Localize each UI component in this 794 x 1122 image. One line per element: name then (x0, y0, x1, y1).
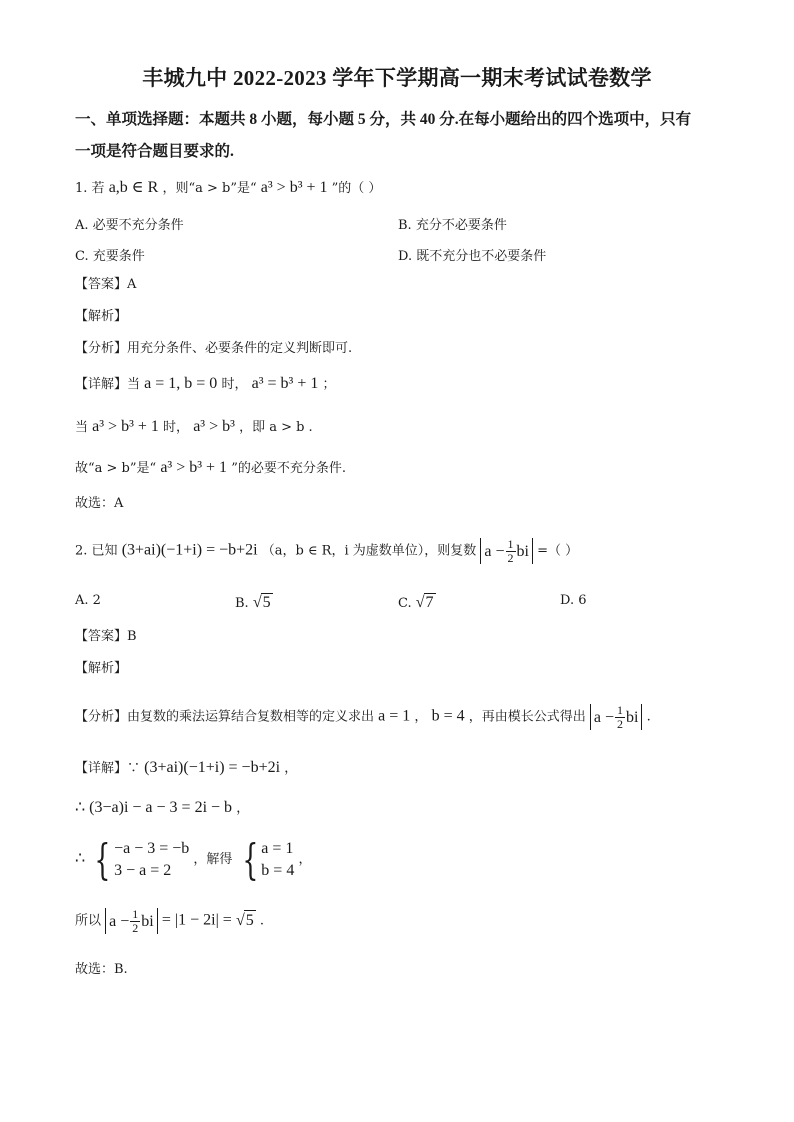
system-of-equations: { −a − 3 = −b 3 − a = 2 (94, 834, 190, 884)
analysis-a-value: a = 1 (378, 707, 411, 725)
question-1-mid: ，则“a > b”是“ (162, 181, 257, 196)
question-1-analysis: 【分析】用充分条件、必要条件的定义判断即可. (75, 341, 353, 356)
question-2-note: （a，b ∈ R，i 为虚数单位），则复数 (261, 543, 477, 559)
question-1-option-b: B. 充分不必要条件 (398, 218, 507, 233)
question-1-option-d: D. 既不充分也不必要条件 (398, 249, 547, 264)
result-modulus: a − $\frac{1}{2}$ bi (105, 908, 158, 934)
question-2-answer: 【答案】B (75, 629, 137, 644)
question-1-option-c: C. 充要条件 (75, 249, 145, 264)
analysis-modulus: a − $\frac{1}{2}$ bi (590, 704, 643, 730)
modulus-right: bi (516, 542, 529, 560)
option-c-radicand: 7 (425, 594, 434, 611)
fraction-half (506, 538, 516, 564)
question-1-expression: a³ > b³ + 1 (260, 179, 328, 196)
analysis-end: . (646, 709, 651, 725)
question-2-number: 2. 已知 (75, 543, 118, 559)
option-b-label: B. (235, 596, 249, 611)
result-equation: = |1 − 2i| = (161, 911, 232, 929)
detail-2-result: a³ > b³ (193, 418, 235, 435)
detail-1-end: ； (322, 377, 336, 392)
detail-2-equation: ∴ (3−a)i − a − 3 = 2i − b (75, 799, 233, 816)
result-radicand: 5 (245, 911, 254, 929)
question-2-stem (75, 538, 578, 564)
question-1-detail-3 (75, 458, 346, 477)
question-2-modulus (480, 538, 533, 564)
analysis-b-value: b = 4 (431, 707, 465, 725)
detail-3-end: ”的必要不充分条件. (231, 461, 346, 476)
question-1-detail-2 (75, 417, 313, 436)
question-2-option-d: D. 6 (560, 593, 587, 608)
detail-3-expression: a³ > b³ + 1 (160, 459, 228, 476)
modulus-left: a − (484, 542, 505, 560)
question-1-tail: ”的（ ） (331, 181, 382, 196)
detail-label: 【详解】∵ (75, 761, 141, 776)
fraction-denominator: 2 (507, 550, 514, 565)
question-1-answer: 【答案】A (75, 277, 137, 292)
detail-3-pre: 故“a > b”是“ (75, 461, 157, 476)
section-heading-line-2: 一项是符合题目要求的. (75, 143, 234, 160)
detail-2-pre: 当 (75, 420, 89, 435)
question-2-choice: 故选：B. (75, 962, 128, 977)
option-b-radicand: 5 (262, 594, 271, 611)
system-solution: { a = 1 b = 4 (241, 834, 295, 884)
solution-row-2: b = 4 (261, 861, 295, 879)
option-c-label: C. (398, 596, 412, 611)
question-2-detail-4: 所以 a − $\frac{1}{2}$ bi = |1 − 2i| = √5 . (75, 907, 264, 935)
question-2-analysis-heading: 【解析】 (75, 661, 128, 676)
question-2-end: =（ ） (537, 543, 579, 559)
detail-1-mid: 时， (221, 377, 248, 392)
question-2-option-c: C. √7 (398, 594, 434, 611)
page-title: 丰城九中 2022-2023 学年下学期高一期末考试试卷数学 (142, 66, 652, 90)
question-1-detail-1 (75, 374, 336, 393)
question-2-detail-2: ∴ (3−a)i − a − 3 = 2i − b ， (75, 799, 250, 816)
question-1-analysis-heading: 【解析】 (75, 309, 128, 324)
detail-1-condition: a = 1, b = 0 (144, 375, 218, 392)
analysis-pre: 【分析】由复数的乘法运算结合复数相等的定义求出 (75, 709, 375, 725)
question-2-detail-3: ∴ { −a − 3 = −b 3 − a = 2 ，解得 { a = 1 b = 4 ， (75, 834, 312, 884)
question-1-number: 1. 若 (75, 181, 105, 196)
question-2-option-a: A. 2 (75, 593, 101, 608)
detail-2-end: ，即 a > b . (239, 420, 313, 435)
detail-2-mid: 时， (163, 420, 190, 435)
system-row-1: −a − 3 = −b (114, 840, 190, 857)
detail-label: 【详解】当 (75, 377, 141, 392)
question-2-detail-1: 【详解】∵ (3+ai)(−1+i) = −b+2i ， (75, 759, 298, 776)
detail-1-result: a³ = b³ + 1 (251, 375, 319, 392)
question-2-analysis (75, 704, 651, 730)
analysis-sep: ， (414, 709, 428, 725)
system-row-2: 3 − a = 2 (114, 861, 172, 879)
question-2-given: (3+ai)(−1+i) = −b+2i (121, 541, 258, 559)
question-1-condition: a,b ∈ R (108, 179, 159, 196)
detail-1-equation: (3+ai)(−1+i) = −b+2i (144, 759, 281, 776)
question-1-option-a: A. 必要不充分条件 (75, 218, 184, 233)
question-1-stem (75, 178, 381, 197)
detail-2-condition: a³ > b³ + 1 (92, 418, 159, 435)
question-2-option-b: B. √5 (235, 594, 271, 611)
fraction-numerator: 1 (507, 537, 514, 551)
question-1-choice: 故选：A (75, 496, 124, 511)
analysis-post: ，再由模长公式得出 (468, 709, 586, 725)
section-heading-line-1: 一、单项选择题：本题共 8 小题，每小题 5 分，共 40 分.在每小题给出的四个选项中，只有 (75, 111, 692, 128)
solution-row-1: a = 1 (261, 840, 294, 857)
